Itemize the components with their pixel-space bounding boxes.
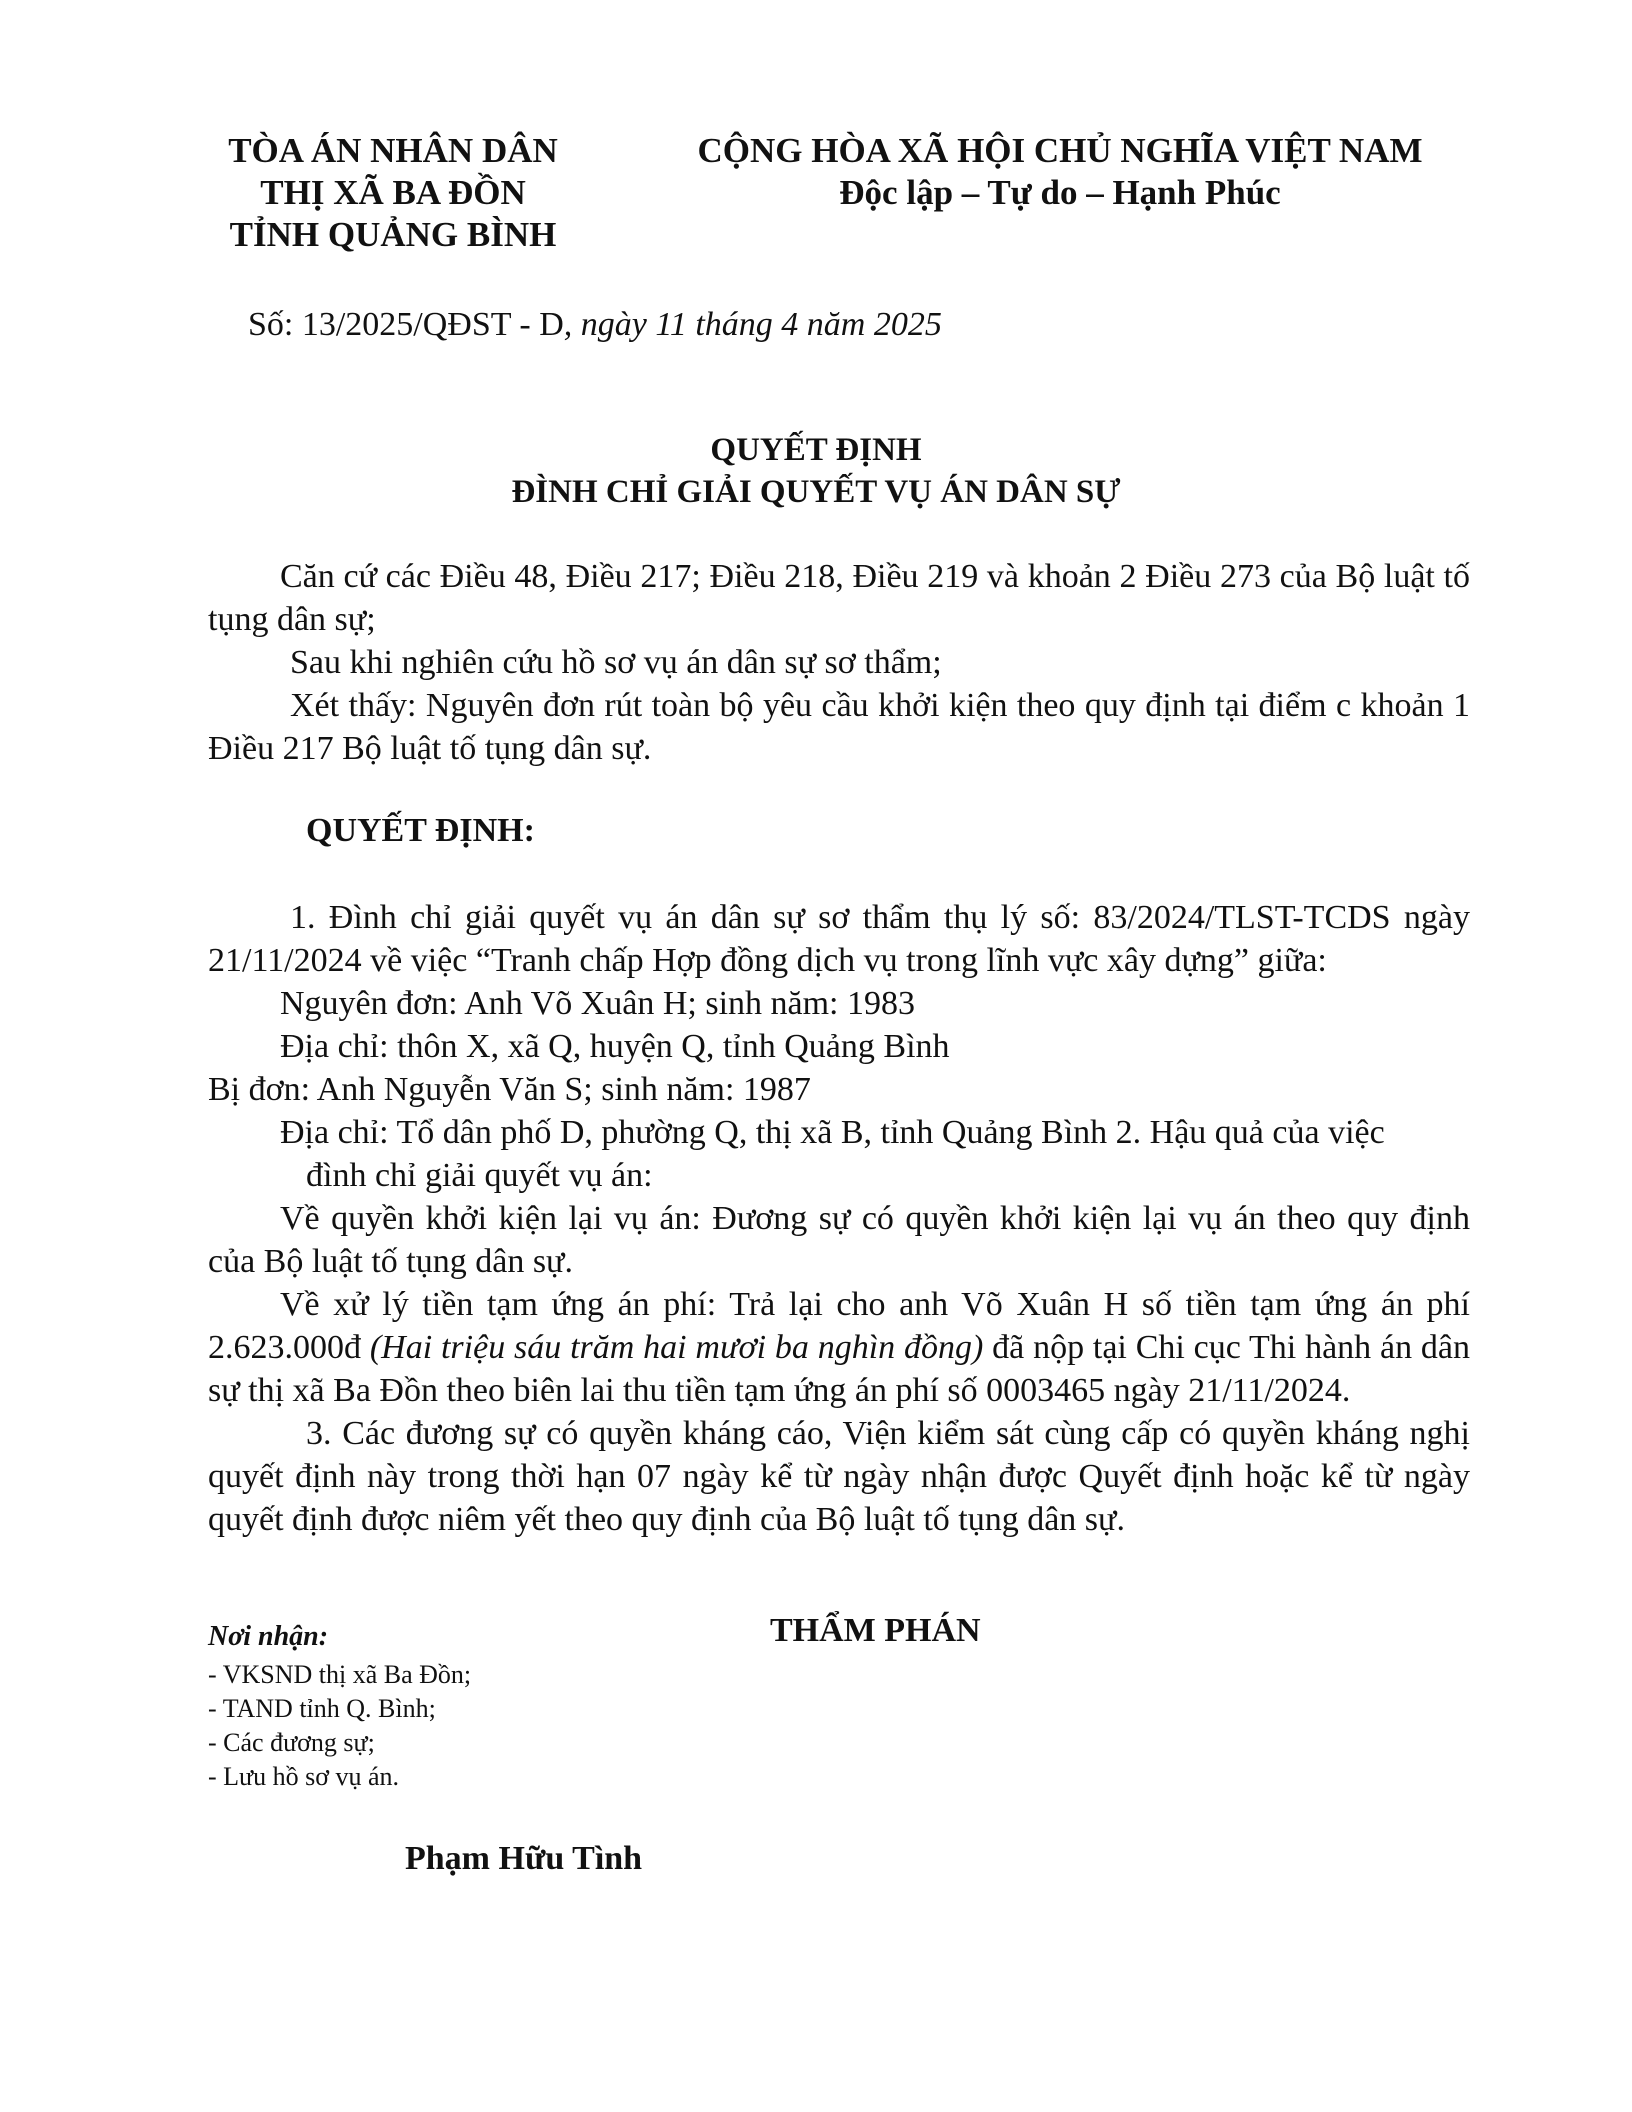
- recipients-title: Nơi nhận:: [208, 1621, 329, 1652]
- court-province: TỈNH QUẢNG BÌNH: [229, 215, 557, 254]
- preamble-review: Sau khi nghiên cứu hồ sơ vụ án dân sự sơ thẩm;: [290, 644, 942, 681]
- decision-item-1: 1. Đình chỉ giải quyết vụ án dân sự sơ thẩm thụ lý số: 83/2024/TLST-TCDS ngày 21/11/2024 về việc “Tranh chấp Hợp đồng dịch vụ trong lĩnh vực xây dựng” giữa:: [208, 899, 1470, 979]
- recipient-item: - VKSND thị xã Ba Đồn;: [208, 1660, 472, 1689]
- fee-amount-in-words: (Hai triệu sáu trăm hai mươi ba nghìn đồng): [369, 1329, 984, 1366]
- defendant-address: Địa chỉ: Tổ dân phố D, phường Q, thị xã B, tỉnh Quảng Bình 2. Hậu quả của việc: [280, 1114, 1385, 1151]
- recipient-item: - Lưu hồ sơ vụ án.: [208, 1762, 400, 1791]
- judge-title: THẨM PHÁN: [770, 1612, 981, 1649]
- fee-paragraph: [208, 1283, 1470, 1412]
- document-number: Số: 13/2025/QĐST - D: [248, 306, 564, 343]
- plaintiff-line: Nguyên đơn: Anh Võ Xuân H; sinh năm: 1983: [280, 985, 915, 1022]
- defendant-line: Bị đơn: Anh Nguyễn Văn S; sinh năm: 1987: [208, 1071, 811, 1108]
- preamble: [208, 555, 1470, 770]
- fee-text-2: đã nộp tại Chi cục Thi hành án dân sự thị xã Ba Đồn theo biên lai thu tiền tạm ứng án phí số 0003465 ngày 21/11/2024.: [208, 1329, 1470, 1409]
- rights-paragraph: Về quyền khởi kiện lại vụ án: Đương sự có quyền khởi kiện lại vụ án theo quy định của Bộ luật tố tụng dân sự.: [208, 1200, 1470, 1280]
- national-title: CỘNG HÒA XÃ HỘI CHỦ NGHĨA VIỆT NAM: [697, 131, 1423, 170]
- recipient-item: - TAND tỉnh Q. Bình;: [208, 1694, 436, 1723]
- plaintiff-address: Địa chỉ: thôn X, xã Q, huyện Q, tỉnh Quảng Bình: [280, 1028, 950, 1065]
- fee-text-1: Về xử lý tiền tạm ứng án phí: Trả lại cho anh Võ Xuân H số tiền tạm ứng án phí 2.623.000đ: [208, 1286, 1470, 1366]
- court-name: TÒA ÁN NHÂN DÂN: [228, 131, 558, 170]
- decision-item-3: 3. Các đương sự có quyền kháng cáo, Viện kiểm sát cùng cấp có quyền kháng nghị quyết định này trong thời hạn 07 ngày kể từ ngày nhận được Quyết định hoặc kể từ ngày quyết định được niêm yết theo quy định của Bộ luật tố tụng dân sự.: [208, 1415, 1470, 1538]
- document-title: QUYẾT ĐỊNH: [710, 432, 922, 468]
- recipients-block: [208, 1620, 471, 1794]
- document-number-line: [248, 306, 942, 344]
- national-header: [640, 130, 1480, 214]
- preamble-finding: Xét thấy: Nguyên đơn rút toàn bộ yêu cầu khởi kiện theo quy định tại điểm c khoản 1 Điều 217 Bộ luật tố tụng dân sự.: [208, 687, 1470, 767]
- document-date: , ngày 11 tháng 4 năm 2025: [563, 306, 942, 343]
- preamble-legal-basis: Căn cứ các Điều 48, Điều 217; Điều 218, Điều 219 và khoản 2 Điều 273 của Bộ luật tố tụng dân sự;: [208, 558, 1470, 638]
- consequence-heading: đình chỉ giải quyết vụ án:: [306, 1157, 653, 1194]
- recipient-item: - Các đương sự;: [208, 1728, 375, 1757]
- decision-heading: QUYẾT ĐỊNH:: [306, 812, 535, 849]
- court-header: [208, 130, 578, 256]
- document-subtitle: ĐÌNH CHỈ GIẢI QUYẾT VỤ ÁN DÂN SỰ: [511, 474, 1121, 510]
- national-motto: Độc lập – Tự do – Hạnh Phúc: [839, 173, 1281, 212]
- signer-name: Phạm Hữu Tình: [405, 1840, 643, 1877]
- court-town: THỊ XÃ BA ĐỒN: [260, 173, 526, 212]
- decision-body: [208, 896, 1470, 1541]
